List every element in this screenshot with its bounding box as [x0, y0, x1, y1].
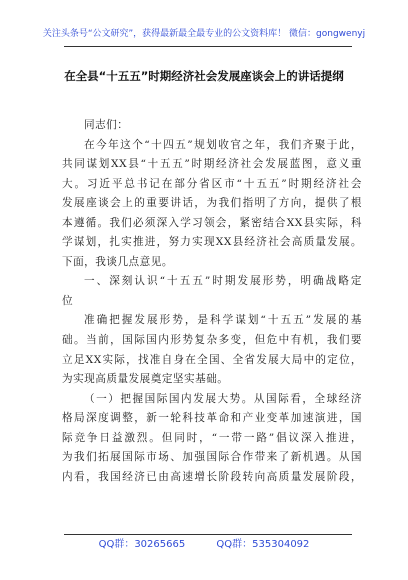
- paragraph-line: 在今年这个“十四五”规划收官之年，我们齐聚于此，: [84, 138, 362, 151]
- paragraph-line: 础。当前，国际国内形势复杂多变，但危中有机，我们要: [62, 334, 362, 347]
- document-body: [62, 116, 362, 487]
- paragraph-line: 大。习近平总书记在部分省区市“十五五”时期经济社会: [62, 177, 362, 190]
- paragraph-line: 格局深度调整，新一轮科技革命和产业变革加速演进，国: [62, 412, 362, 425]
- paragraph-line: 立足XX实际，找准自身在全国、全省发展大局中的定位，: [62, 353, 362, 366]
- paragraph-line: 为我们拓展国际市场、加强国际合作带来了新机遇。从国: [62, 451, 362, 464]
- page-title: 在全县“十五五”时期经济社会发展座谈会上的讲话提纲: [64, 69, 344, 83]
- paragraph-line: 发展座谈会上的重要讲话，为我们指明了方向，提供了根: [62, 197, 362, 210]
- header-banner: 关注头条号“公文研究”，获得最新最全最专业的公文资料库！ 微信：gongwenyj: [42, 29, 366, 39]
- footer-divider: [64, 534, 352, 535]
- paragraph-line: 本遵循。我们必须深入学习领会，紧密结合XX县实际，科: [62, 216, 362, 229]
- paragraph-line: 学谋划，扎实推进，努力实现XX县经济社会高质量发展。: [62, 236, 362, 249]
- footer-contacts: [0, 538, 408, 552]
- paragraph-line: （一）把握国际国内发展大势。从国际看，全球经济: [84, 392, 362, 405]
- paragraph-line: 为实现高质量发展奠定坚实基础。: [62, 373, 229, 386]
- paragraph-line: 际竞争日益激烈。但同时，“一带一路”倡议深入推进，: [62, 431, 362, 444]
- paragraph-line: 一、深刻认识“十五五”时期发展形势，明确战略定: [84, 275, 362, 288]
- header-divider: [64, 46, 352, 47]
- paragraph-line: 下面，我谈几点意见。: [62, 255, 173, 268]
- footer-qq-group-2: QQ群：535304092: [216, 539, 310, 550]
- paragraph-line: 共同谋划XX县“十五五”时期经济社会发展蓝图，意义重: [62, 158, 362, 171]
- paragraph-line: 准确把握发展形势，是科学谋划“十五五”发展的基: [84, 314, 362, 327]
- paragraph-line: 位: [62, 294, 74, 307]
- paragraph-line: 同志们：: [84, 119, 129, 131]
- footer-qq-group-1: QQ群：30265665: [98, 539, 186, 550]
- paragraph-line: 内看，我国经济已由高速增长阶段转向高质量发展阶段，: [62, 470, 362, 483]
